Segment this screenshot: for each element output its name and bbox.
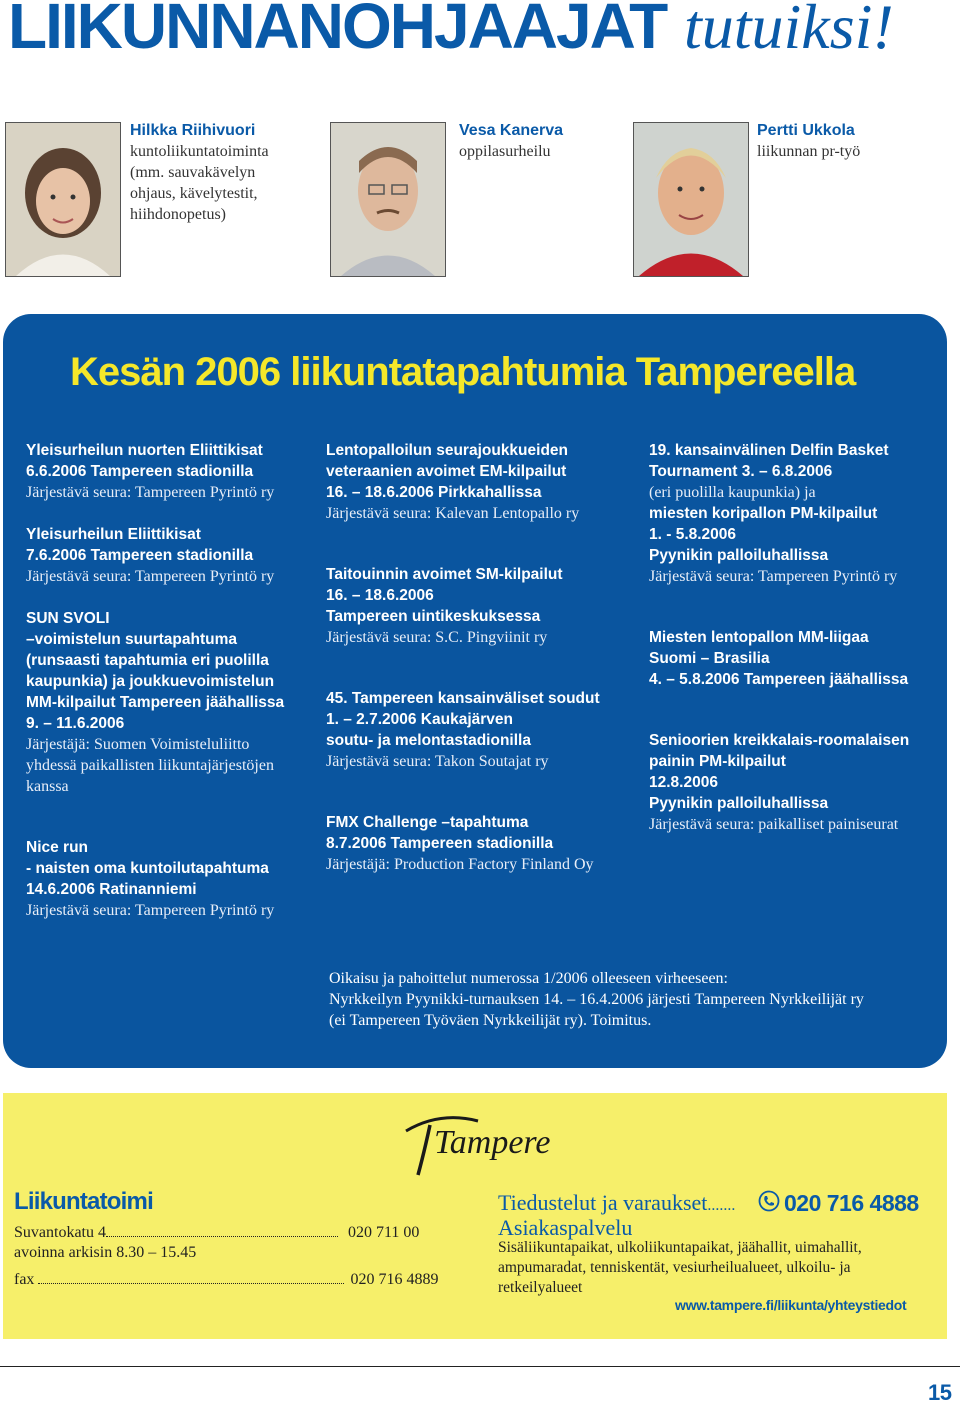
info-title-line: Tiedustelut ja varaukset (498, 1190, 708, 1215)
correction-line: Nyrkkeilyn Pyynikki-turnauksen 14. – 16.4.2006 järjesti Tampereen Nyrkkeilijät ry (329, 991, 864, 1008)
event-organizer: Järjestävä seura: Takon Soutajat ry (326, 753, 549, 770)
instructor-name: Pertti Ukkola (757, 122, 855, 139)
event-organizer: Järjestäjä: Production Factory Finland Oy (326, 856, 594, 873)
event-title: Nice run (26, 839, 89, 856)
event-organizer: Järjestävä seura: Kalevan Lentopallo ry (326, 505, 580, 522)
event-organizer: Järjestävä seura: S.C. Pingviinit ry (326, 629, 548, 646)
event-title: Miesten lentopallon MM-liigaa (649, 629, 869, 646)
event-title: 19. kansainvälinen Delfin Basket (649, 442, 889, 459)
event-organizer: Järjestävä seura: Tampereen Pyrintö ry (26, 568, 275, 585)
dot-leader (38, 1273, 344, 1284)
dot-leader: ....... (707, 1197, 736, 1214)
divider (0, 1366, 960, 1367)
event-organizer: Järjestävä seura: paikalliset painiseurat (649, 816, 899, 833)
instructor-role: hiihdonopetus) (130, 206, 226, 223)
event-item (649, 627, 939, 690)
events-title: Kesän 2006 liikuntatapahtumia Tampereella (70, 350, 856, 394)
event-detail: (eri puolilla kaupunkia) ja (649, 484, 816, 501)
event-organizer: kanssa (26, 778, 69, 795)
events-column-2 (326, 440, 636, 896)
tampere-logo-text: Tampere (434, 1124, 551, 1161)
event-date: Tournament 3. – 6.8.2006 (649, 463, 833, 480)
page-number: 15 (928, 1380, 952, 1405)
instructor-name: Vesa Kanerva (459, 122, 564, 139)
event-date: 9. – 11.6.2006 (26, 715, 125, 732)
hours-line: avoinna arkisin 8.30 – 15.45 (14, 1244, 197, 1261)
event-item (326, 440, 636, 524)
event-date: 16. – 18.6.2006 (326, 587, 434, 604)
office-title: Liikuntatoimi (14, 1188, 153, 1215)
event-organizer: Järjestävä seura: Tampereen Pyrintö ry (649, 568, 898, 585)
correction-line: Oikaisu ja pahoittelut numerossa 1/2006 olleeseen virheeseen: (329, 970, 728, 987)
event-date: 7.6.2006 Tampereen stadionilla (26, 547, 254, 564)
event-item (326, 564, 636, 648)
instructor-pertti (757, 120, 860, 162)
correction-note (329, 968, 864, 1031)
page-title-main: LIIKUNNANOHJAAJAT (8, 0, 667, 62)
event-title: painin PM-kilpailut (649, 753, 786, 770)
event-title: FMX Challenge –tapahtuma (326, 814, 529, 831)
phone-icon (758, 1190, 780, 1212)
event-title: Lentopalloilun seurajoukkueiden (326, 442, 569, 459)
event-organizer: Järjestäjä: Suomen Voimisteluliitto (26, 736, 250, 753)
instructor-role: oppilasurheilu (459, 143, 551, 160)
fax-label: fax (14, 1271, 35, 1288)
event-date: 1. – 2.7.2006 Kaukajärven (326, 711, 513, 728)
info-description: Sisäliikuntapaikat, ulkoliikuntapaikat, jäähallit, uimahallit, ampumaradat, tenniskentät, vesiurheilualueet, ulkoilu- ja retkeilyalueet (498, 1239, 862, 1296)
event-title: Taitouinnin avoimet SM-kilpailut (326, 566, 563, 583)
instructor-name: Hilkka Riihivuori (130, 122, 256, 139)
address-line (14, 1224, 419, 1242)
photo-pertti-ukkola (633, 122, 749, 277)
instructor-vesa (459, 120, 563, 162)
address-label: Suvantokatu 4 (14, 1224, 106, 1241)
event-item (26, 440, 316, 503)
event-detail: MM-kilpailut Tampereen jäähallissa (26, 694, 285, 711)
fax-number: 020 716 4889 (350, 1271, 439, 1288)
correction-line: (ei Tampereen Työväen Nyrkkeilijät ry). Toimitus. (329, 1012, 652, 1029)
event-detail: –voimistelun suurtapahtuma (26, 631, 238, 648)
instructor-role: liikunnan pr-työ (757, 143, 861, 160)
event-organizer: Järjestävä seura: Tampereen Pyrintö ry (26, 484, 275, 501)
event-date: 8.7.2006 Tampereen stadionilla (326, 835, 554, 852)
event-item (649, 730, 939, 835)
instructor-role: kuntoliikuntatoiminta (130, 143, 269, 160)
info-subtitle: Asiakaspalvelu (498, 1215, 633, 1240)
tampere-logo (400, 1105, 551, 1180)
event-item (26, 524, 316, 587)
event-title: Senioorien kreikkalais-roomalaisen (649, 732, 910, 749)
event-date: 6.6.2006 Tampereen stadionilla (26, 463, 254, 480)
info-title (498, 1192, 735, 1239)
event-location: Pyynikin palloiluhallissa (649, 547, 829, 564)
photo-hilkka-riihivuori (5, 122, 121, 277)
event-item (326, 688, 636, 772)
page-title (8, 0, 894, 62)
instructor-hilkka (130, 120, 269, 225)
event-item (326, 812, 636, 875)
events-column-1 (26, 440, 316, 942)
event-title: Yleisurheilun nuorten Eliittikisat (26, 442, 263, 459)
event-detail: (runsaasti tapahtumia eri puolilla (26, 652, 269, 669)
event-date: 14.6.2006 Ratinanniemi (26, 881, 197, 898)
event-date: 16. – 18.6.2006 Pirkkahallissa (326, 484, 542, 501)
event-date: 4. – 5.8.2006 Tampereen jäähallissa (649, 671, 909, 688)
page-title-italic: tutuiksi! (683, 0, 894, 62)
event-date: 1. - 5.8.2006 (649, 526, 737, 543)
event-item (649, 440, 939, 587)
event-title: veteraanien avoimet EM-kilpailut (326, 463, 567, 480)
event-organizer: Järjestävä seura: Tampereen Pyrintö ry (26, 902, 275, 919)
event-item (26, 837, 316, 921)
event-detail: kaupunkia) ja joukkuevoimistelun (26, 673, 275, 690)
event-location: Tampereen uintikeskuksessa (326, 608, 541, 625)
event-location: Pyynikin palloiluhallissa (649, 795, 829, 812)
event-location: soutu- ja melontastadionilla (326, 732, 531, 749)
event-title: miesten koripallon PM-kilpailut (649, 505, 878, 522)
instructor-role: ohjaus, kävelytestit, (130, 185, 258, 202)
photo-vesa-kanerva (330, 122, 446, 277)
event-title: SUN SVOLI (26, 610, 110, 627)
event-organizer: yhdessä paikallisten liikuntajärjestöjen (26, 757, 274, 774)
phone-number: 020 716 4888 (784, 1190, 919, 1216)
event-detail: Suomi – Brasilia (649, 650, 770, 667)
event-title: 45. Tampereen kansainväliset soudut (326, 690, 600, 707)
contact-link[interactable]: www.tampere.fi/liikunta/yhteystiedot (675, 1297, 907, 1313)
fax-line (14, 1271, 438, 1289)
event-detail: - naisten oma kuntoilutapahtuma (26, 860, 269, 877)
event-item (26, 608, 316, 797)
events-column-3 (649, 440, 939, 856)
instructor-role: (mm. sauvakävelyn (130, 164, 256, 181)
dot-leader (106, 1226, 338, 1237)
address-phone: 020 711 00 (348, 1224, 420, 1241)
event-title: Yleisurheilun Eliittikisat (26, 526, 201, 543)
event-date: 12.8.2006 (649, 774, 718, 791)
